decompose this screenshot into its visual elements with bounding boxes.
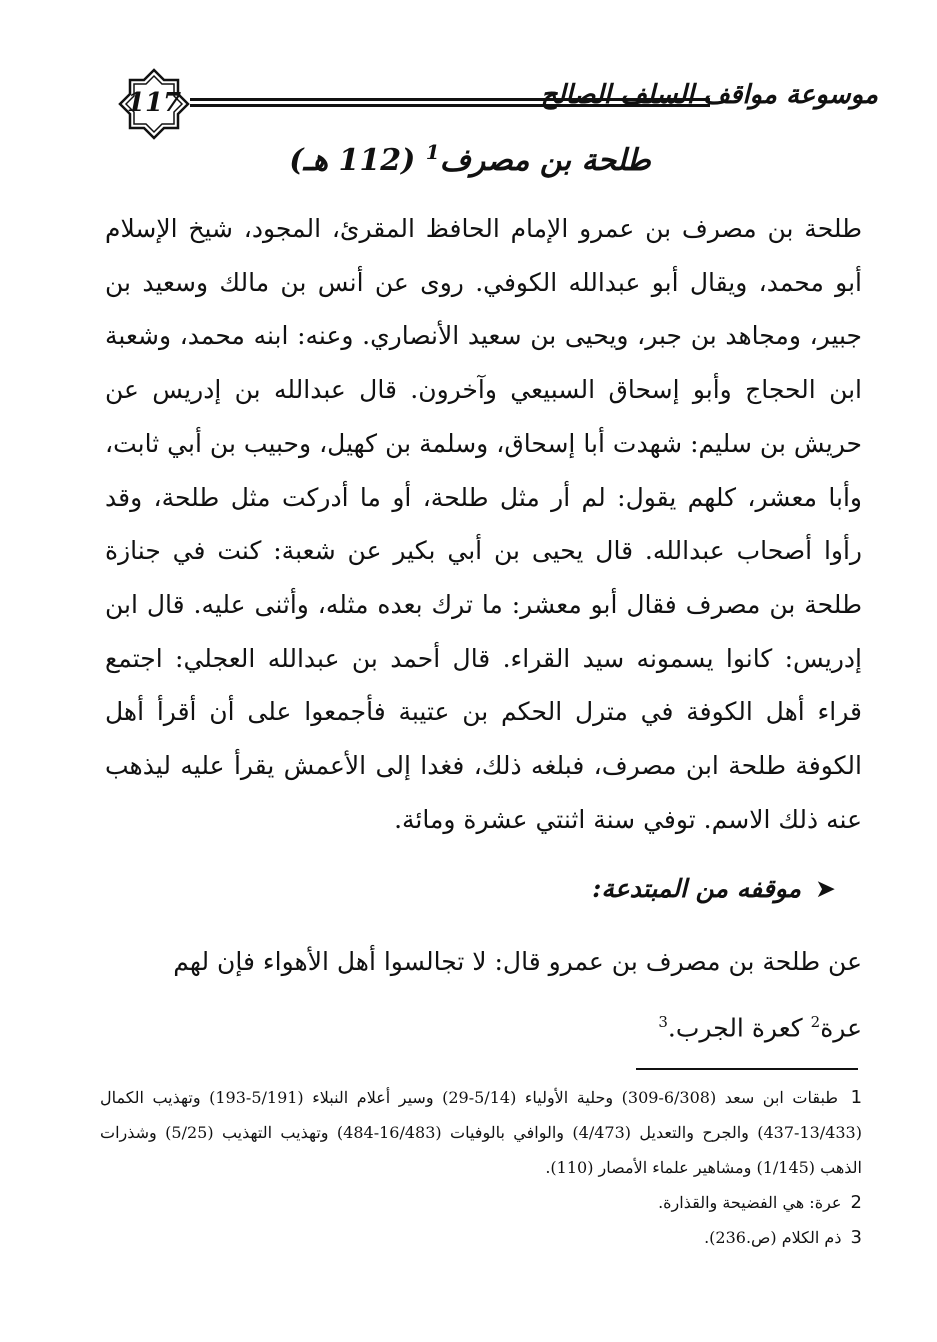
series-title: موسوعة مواقف السلف الصالح: [540, 80, 878, 110]
footnote-number: 1: [850, 1087, 863, 1108]
arrow-left-icon: ➤: [815, 874, 836, 903]
footnote-3: [100, 1220, 862, 1255]
quote-word: عرة: [820, 1013, 862, 1043]
footnotes: [100, 1080, 862, 1255]
section-heading: [150, 140, 790, 178]
footnote-text: عرة: هي الفضيحة والقذارة.: [658, 1193, 842, 1212]
footnote-separator: [636, 1068, 858, 1070]
biography-text: [105, 202, 862, 846]
subheading-text: موقفه من المبتدعة:: [592, 874, 802, 903]
footnote-number: 2: [850, 1192, 862, 1213]
page-header: [118, 68, 878, 140]
footnote-number: 3: [850, 1227, 862, 1248]
subheading: [100, 874, 836, 903]
octagram-frame-icon: [118, 68, 190, 140]
quote-line-1: عن طلحة بن مصرف بن عمرو قال: لا تجالسوا أهل الأهواء فإن لهم: [173, 947, 862, 976]
biography-paragraph: طلحة بن مصرف بن عمرو الإمام الحافظ المقرئ، المجود، شيخ الإسلام أبو محمد، ويقال أبو عبدالله الكوفي. روى عن أنس بن مالك وسعيد بن جبير، ومجاهد بن جبر، ويحيى بن سعيد الأنصاري. وعنه: ابنه محمد، وشعبة ابن الحجاج وأبو إسحاق السبيعي وآخرون. قال عبدالله بن إدريس عن حريش بن سليم: شهدت أبا إسحاق، وسلمة بن كهيل، وحبيب بن أبي ثابت، وأبا معشر، كلهم يقول: لم أر مثل طلحة، أو ما أدركت مثل طلحة، وقد رأوا أصحاب عبدالله. قال يحيى بن أبي بكير عن شعبة: كنت في جنازة طلحة بن مصرف فقال أبو معشر: ما ترك بعده مثله، وأثنى عليه. قال ابن إدريس: كانوا يسمونه سيد القراء. قال أحمد بن عبدالله العجلي: اجتمع قراء أهل الكوفة في مترل الحكم بن عتيبة فأجمعوا على أن أقرأ أهل الكوفة طلحة ابن مصرف، فبلغه ذلك، فغدا إلى الأعمش يقرأ عليه ليذهب عنه ذلك الاسم. توفي سنة اثنتي عشرة ومائة.: [105, 214, 862, 834]
quote-end: كعرة الجرب.: [667, 1013, 803, 1043]
quote-ref-2: 3: [658, 1013, 668, 1031]
heading-footnote-ref: 1: [425, 140, 440, 164]
heading-name: طلحة بن مصرف: [439, 143, 651, 178]
footnote-text: ذم الكلام (ص.236).: [704, 1228, 842, 1247]
footnote-1: [100, 1080, 862, 1185]
quote-ref-1: 2: [810, 1013, 821, 1031]
quote-line-2: [118, 992, 862, 1058]
quote-text: [118, 932, 862, 1058]
footnote-2: [100, 1185, 862, 1220]
page-number: 117: [126, 88, 182, 118]
heading-date: (112 هـ): [289, 143, 416, 178]
footnote-text: طبقات ابن سعد (6/308-309) وحلية الأولياء (5/14-29) وسير أعلام النبلاء (5/191-193) وتهذيب الكمال (13/433-437) والجرح والتعديل (4/473) والوافي بالوفيات (16/483-484) وتهذيب التهذيب (5/25) وشذرات الذهب (1/145) ومشاهير علماء الأمصار (110).: [100, 1088, 862, 1177]
